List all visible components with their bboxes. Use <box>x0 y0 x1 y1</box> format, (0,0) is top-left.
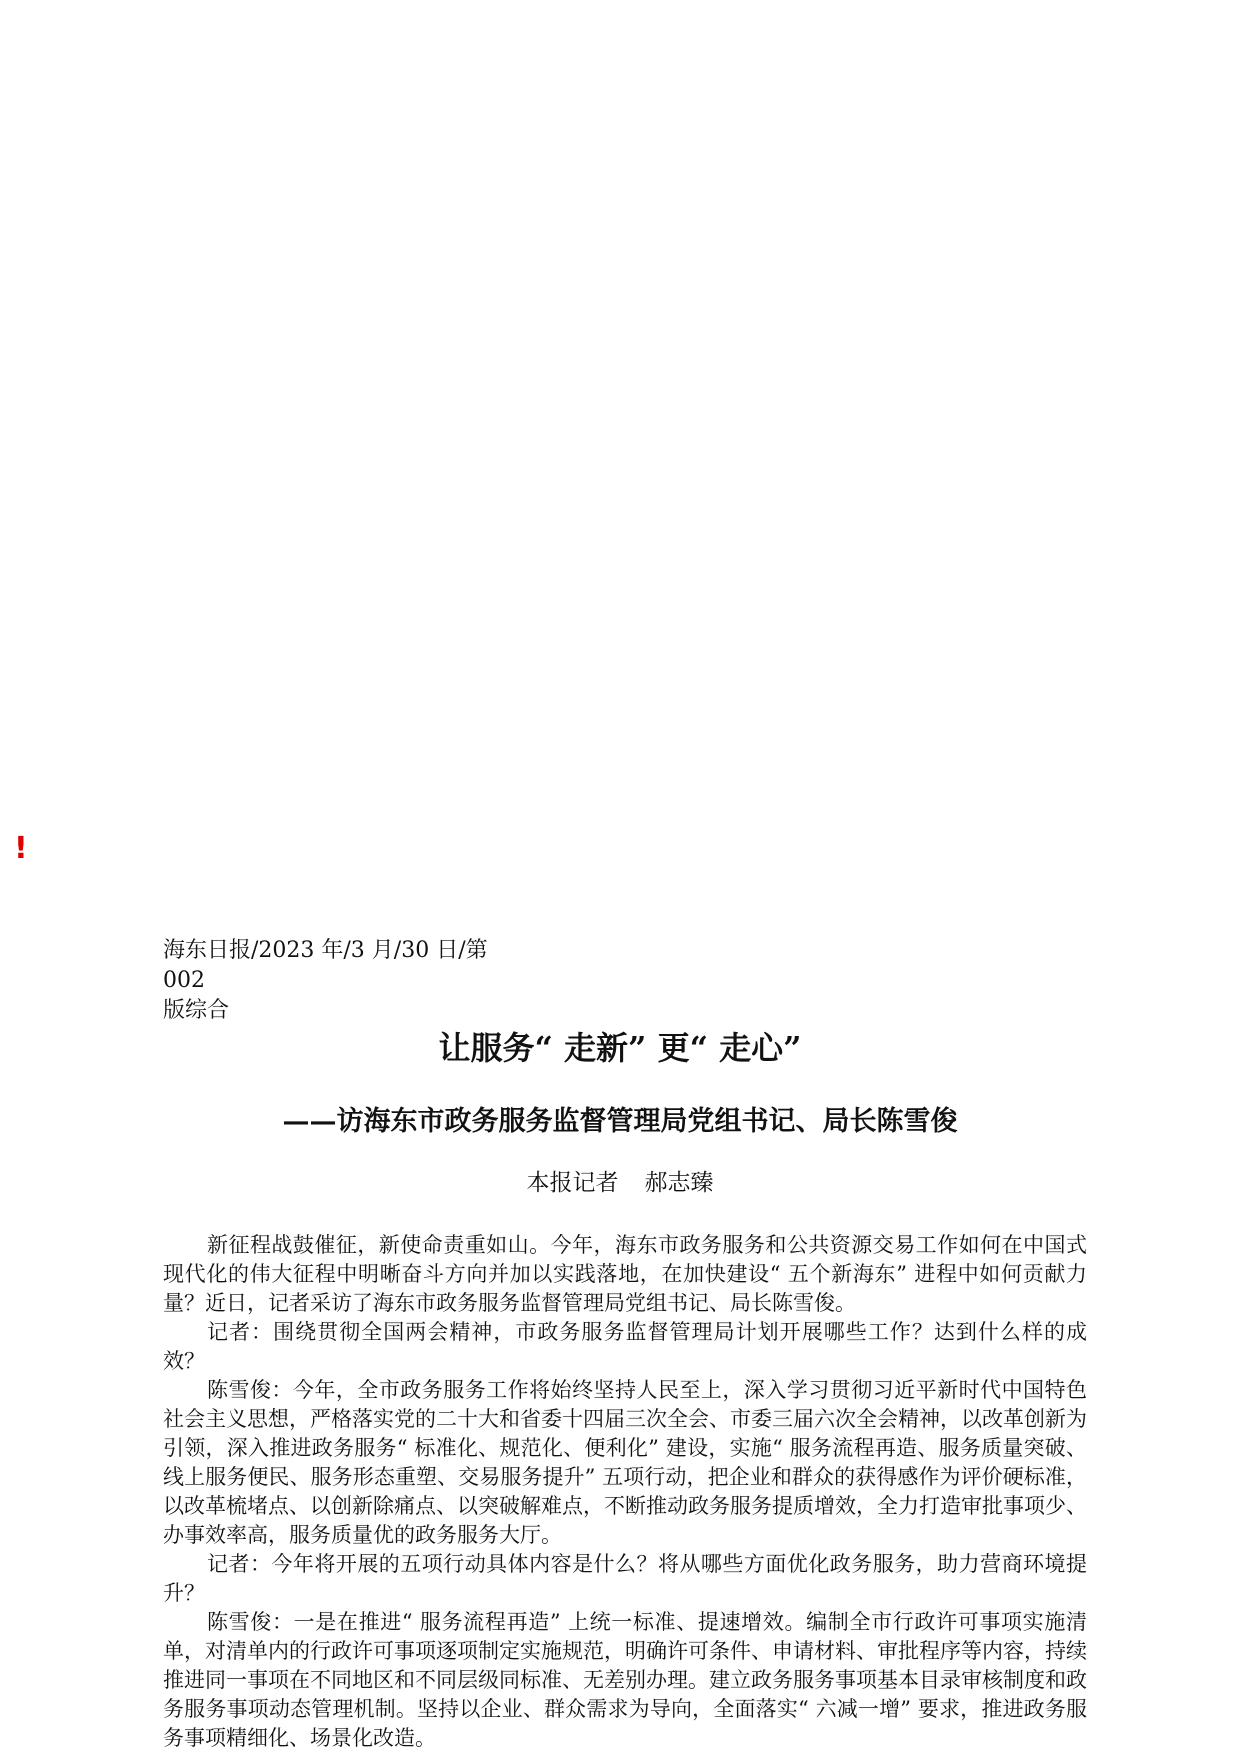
source-line-1: 海东日报/2023 年/3 月/30 日/第 002 <box>163 938 488 993</box>
article-title: 让服务“ 走新” 更“ 走心” <box>438 1029 802 1067</box>
byline-name: 郝志臻 <box>644 1170 714 1196</box>
article-body <box>163 1231 1087 1753</box>
source-line-2: 版综合 <box>163 998 230 1023</box>
paragraph-answer-2: 陈雪俊：一是在推进“ 服务流程再造” 上统一标准、提速增效。编制全市行政许可事项实施清单，对清单内的行政许可事项逐项制定实施规范，明确许可条件、申请材料、审批程序等内容，持续推进同一事项在不同地区和不同层级同标准、无差别办理。建立政务服务事项基本目录审核制度和政务服务事项动态管理机制。坚持以企业、群众需求为导向，全面落实“ 六减一增” 要求，推进政务服务事项精细化、场景化改造。 <box>163 1610 1087 1750</box>
red-exclamation-mark: ! <box>14 831 28 866</box>
paragraph-question-1: 记者：围绕贯彻全国两会精神，市政务服务监督管理局计划开展哪些工作？达到什么样的成效？ <box>163 1320 1087 1373</box>
source-line <box>163 936 523 1026</box>
byline-role: 本报记者 <box>526 1170 619 1196</box>
paragraph-question-2: 记者：今年将开展的五项行动具体内容是什么？将从哪些方面优化政务服务，助力营商环境提升？ <box>163 1552 1087 1605</box>
paragraph-intro: 新征程战鼓催征，新使命责重如山。今年，海东市政务服务和公共资源交易工作如何在中国式现代化的伟大征程中明晰奋斗方向并加以实践落地，在加快建设“ 五个新海东” 进程中如何贡献力量？近日，记者采访了海东市政务服务监督管理局党组书记、局长陈雪俊。 <box>163 1233 1087 1315</box>
byline <box>0 1166 1240 1200</box>
paragraph-answer-1: 陈雪俊：今年，全市政务服务工作将始终坚持人民至上，深入学习贯彻习近平新时代中国特色社会主义思想，严格落实党的二十大和省委十四届三次全会、市委三届六次全会精神，以改革创新为引领，深入推进政务服务“ 标准化、规范化、便利化” 建设，实施“ 服务流程再造、服务质量突破、线上服务便民、服务形态重塑、交易服务提升” 五项行动，把企业和群众的获得感作为评价硬标准，以改革梳堵点、以创新除痛点、以突破解难点，不断推动政务服务提质增效，全力打造审批事项少、办事效率高，服务质量优的政务服务大厅。 <box>163 1378 1087 1547</box>
article-subtitle: ——访海东市政务服务监督管理局党组书记、局长陈雪俊 <box>282 1106 958 1137</box>
